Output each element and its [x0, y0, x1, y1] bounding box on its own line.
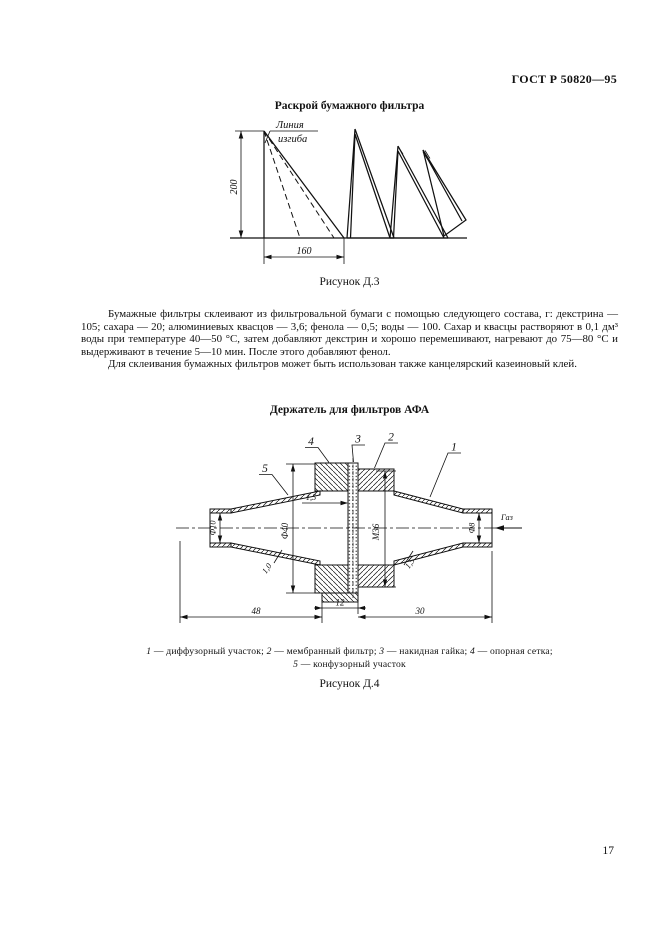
legend-line-2: 5 — конфузорный участок	[293, 659, 406, 670]
standard-code: ГОСТ Р 50820—95	[511, 72, 617, 86]
confuser-wall	[231, 543, 320, 565]
page-number: 17	[602, 845, 614, 857]
membrane-filter-strip	[348, 463, 358, 593]
fold-line-label: Линия	[276, 120, 304, 131]
holder-body	[210, 463, 492, 602]
dim-label-filter-thickness: 1,5	[305, 493, 317, 502]
threaded-body	[358, 565, 394, 587]
fold-line-label: изгиба	[278, 134, 308, 145]
body-paragraphs	[81, 308, 618, 371]
dim-label-12: 12	[335, 597, 345, 608]
callout-4-support-mesh: 4	[308, 436, 314, 448]
gas-label: Газ	[501, 513, 513, 522]
callout-5-confuser: 5	[262, 463, 268, 475]
union-nut	[315, 565, 348, 593]
figure-d3-caption: Рисунок Д.3	[319, 276, 380, 288]
d3-dimension-lines	[235, 131, 344, 264]
callout-3-union-nut: 3	[355, 433, 361, 446]
figure-d3-title: Раскрой бумажного фильтра	[274, 100, 425, 112]
figure-d4-title: Держатель для фильтров АФА	[269, 404, 430, 416]
union-nut	[315, 463, 348, 491]
d3-dimension-arrows	[239, 131, 344, 259]
left-tube-wall	[210, 509, 231, 513]
dim-label-30: 30	[415, 606, 425, 616]
figure-d4-drawing	[168, 431, 528, 635]
callout-2-membrane-filter: 2	[388, 431, 394, 444]
right-tube-wall	[463, 543, 492, 547]
cut-pattern-shapes	[230, 129, 467, 238]
diffuser-wall	[394, 491, 463, 513]
width-dimension-label: 160	[296, 246, 312, 257]
height-dimension-label: 200	[229, 179, 240, 195]
figure-d4-caption: Рисунок Д.4	[319, 678, 380, 690]
figure-d4-legend	[81, 645, 618, 671]
dim-label-wall-15: 1,5	[403, 556, 417, 571]
dim-label-wall-10: 1,0	[260, 561, 274, 576]
fold-dashed-lines	[264, 131, 334, 238]
dim-label-d8: Ф8	[467, 522, 477, 534]
threaded-body	[358, 469, 394, 491]
paragraph-casein-glue: Для склеивания бумажных фильтров может быть использован также канцелярский казеиновый клей.	[108, 358, 577, 371]
dim-label-m36: М36	[371, 523, 381, 541]
diffuser-wall	[394, 543, 463, 565]
dim-label-d10: Ф10	[208, 520, 218, 536]
dim-label-d40: Ф40	[280, 522, 290, 540]
legend-line-1: 1 — диффузорный участок; 2 — мембранный фильтр; 3 — накидная гайка; 4 — опорная сетка;	[146, 646, 553, 657]
paragraph-glue-recipe: Бумажные фильтры склеивают из фильтровальной бумаги с помощью следующего состава, г: декстрина — 105; сахара — 20; алюминиевых квасцов — 3,6; фенола — 0,5; воды — 100. Сахар и квасцы растворяют в 0,1 дм³ воды при температуре 40—50 °С, затем добавляют декстрин и хорошо перемешивают, нагревают до 75—80 °С и выдерживают в течение 5—10 мин. После этого добавляют фенол.	[81, 308, 618, 358]
left-tube-wall	[210, 543, 231, 547]
right-tube-wall	[463, 509, 492, 513]
figure-d3-drawing	[222, 117, 472, 269]
callout-1-diffuser: 1	[451, 441, 457, 454]
dim-label-48: 48	[251, 606, 261, 616]
